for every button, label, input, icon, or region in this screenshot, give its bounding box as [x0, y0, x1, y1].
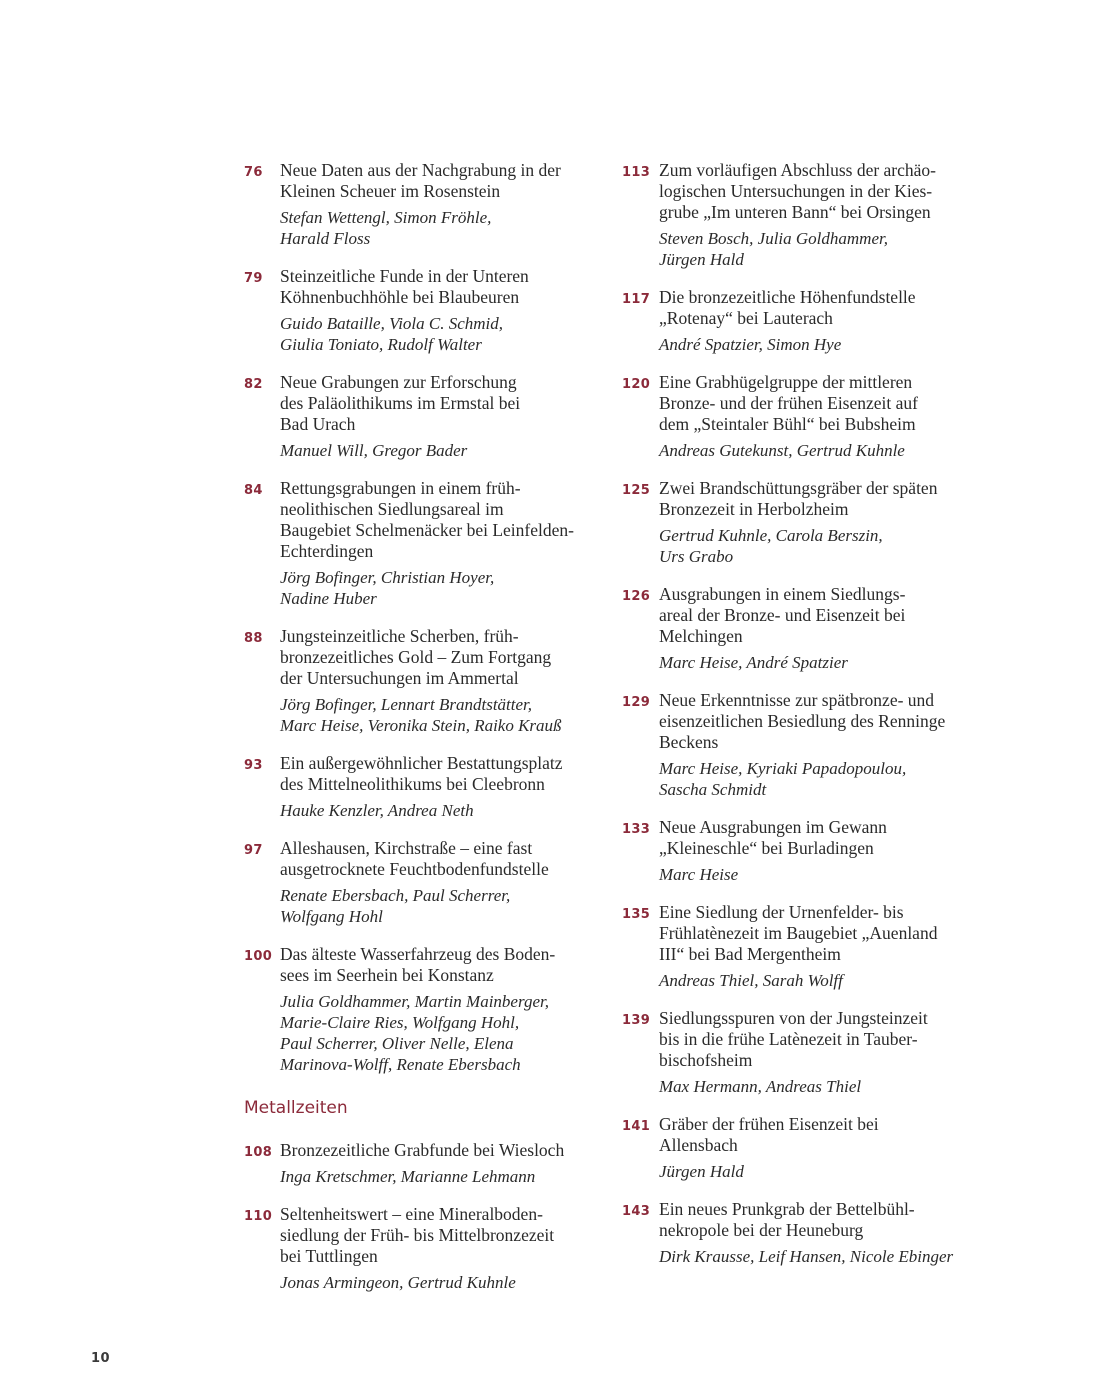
- toc-page-number: 135: [622, 907, 651, 922]
- toc-entry-body: [280, 372, 589, 461]
- toc-entry[interactable]: [244, 1204, 589, 1293]
- toc-entry[interactable]: [244, 838, 589, 927]
- toc-entry-title: Eine Grabhügelgruppe der mittleren Bronze- und der frühen Eisenzeit auf dem „Steintaler Bühl“ bei Bubsheim: [659, 372, 918, 434]
- toc-entry-authors: Inga Kretschmer, Marianne Lehmann: [280, 1167, 536, 1186]
- toc-page-number: 93: [244, 758, 263, 773]
- toc-page-number: 84: [244, 483, 263, 498]
- toc-page-number: 126: [622, 589, 651, 604]
- toc-entry[interactable]: [622, 902, 962, 991]
- toc-entry-authors: Marc Heise, André Spatzier: [659, 653, 848, 672]
- toc-entry-authors: Gertrud Kuhnle, Carola Berszin, Urs Grabo: [659, 526, 883, 566]
- toc-entry-title: Steinzeitliche Funde in der Unteren Köhnenbuchhöhle bei Blaubeuren: [280, 266, 529, 307]
- toc-entry-title: Zum vorläufigen Abschluss der archäo- logischen Untersuchungen in der Kies- grube „Im unteren Bann“ bei Orsingen: [659, 160, 937, 222]
- toc-entry-body: [659, 287, 962, 355]
- toc-entry-title: Neue Grabungen zur Erforschung des Paläolithikums im Ermstal bei Bad Urach: [280, 372, 521, 434]
- toc-entry[interactable]: [622, 478, 962, 567]
- toc-page-number: 143: [622, 1204, 651, 1219]
- toc-entry-title: Neue Daten aus der Nachgrabung in der Kleinen Scheuer im Rosenstein: [280, 160, 561, 201]
- toc-page-number: 97: [244, 843, 263, 858]
- toc-entry-body: [280, 753, 589, 821]
- toc-group-left-a: [244, 160, 589, 1075]
- toc-entry-body: [659, 1199, 962, 1267]
- toc-page-number: 113: [622, 165, 651, 180]
- toc-entry-title: Das älteste Wasserfahrzeug des Boden- sees im Seerhein bei Konstanz: [280, 944, 556, 985]
- toc-entry[interactable]: [622, 817, 962, 885]
- toc-entry-title: Rettungsgrabungen in einem früh- neolithischen Siedlungsareal im Baugebiet Schelmenäcker bei Leinfelden- Echterdingen: [280, 478, 574, 561]
- toc-entry-authors: Max Hermann, Andreas Thiel: [659, 1077, 862, 1096]
- toc-page-number: 110: [244, 1209, 273, 1224]
- toc-entry-title: Neue Erkenntnisse zur spätbronze- und eisenzeitlichen Besiedlung des Renninge Beckens: [659, 690, 946, 752]
- toc-entry-authors: Andreas Gutekunst, Gertrud Kuhnle: [659, 441, 905, 460]
- toc-entry-body: [280, 1204, 589, 1293]
- toc-entry[interactable]: [622, 1199, 962, 1267]
- toc-entry[interactable]: [622, 584, 962, 673]
- toc-entry-body: [659, 1008, 962, 1097]
- toc-entry-body: [659, 902, 962, 991]
- toc-entry[interactable]: [244, 626, 589, 736]
- section-heading-metallzeiten: Metallzeiten: [244, 1098, 348, 1118]
- toc-entry-authors: Renate Ebersbach, Paul Scherrer, Wolfgang Hohl: [280, 886, 511, 926]
- toc-entry-body: [280, 1140, 589, 1187]
- toc-entry-authors: Marc Heise: [659, 865, 739, 884]
- toc-entry-title: Die bronzezeitliche Höhenfundstelle „Rotenay“ bei Lauterach: [659, 287, 916, 328]
- toc-entry-body: [659, 478, 962, 567]
- toc-entry-title: Bronzezeitliche Grabfunde bei Wiesloch: [280, 1140, 565, 1160]
- toc-entry-authors: André Spatzier, Simon Hye: [659, 335, 842, 354]
- toc-entry[interactable]: [622, 160, 962, 270]
- toc-entry-authors: Manuel Will, Gregor Bader: [280, 441, 468, 460]
- toc-entry-title: Neue Ausgrabungen im Gewann „Kleineschle“ bei Burladingen: [659, 817, 887, 858]
- toc-entry-body: [659, 1114, 962, 1182]
- toc-entry-title: Ausgrabungen in einem Siedlungs- areal der Bronze- und Eisenzeit bei Melchingen: [659, 584, 906, 646]
- toc-entry[interactable]: [622, 287, 962, 355]
- toc-page-number: 141: [622, 1119, 651, 1134]
- toc-page-number: 133: [622, 822, 651, 837]
- toc-entry-authors: Julia Goldhammer, Martin Mainberger, Marie-Claire Ries, Wolfgang Hohl, Paul Scherrer, Oliver Nelle, Elena Marinova-Wolff, Renate Ebersbach: [280, 992, 549, 1074]
- toc-left-column: [244, 160, 589, 1310]
- toc-entry[interactable]: [622, 1114, 962, 1182]
- toc-entry[interactable]: [244, 266, 589, 355]
- toc-entry-authors: Jürgen Hald: [659, 1162, 744, 1181]
- toc-page-number: 82: [244, 377, 263, 392]
- toc-entry-authors: Jörg Bofinger, Christian Hoyer, Nadine Huber: [280, 568, 495, 608]
- toc-entry-body: [659, 690, 962, 800]
- toc-entry-title: Alleshausen, Kirchstraße – eine fast ausgetrocknete Feuchtbodenfundstelle: [280, 838, 549, 879]
- toc-entry-title: Siedlungsspuren von der Jungsteinzeit bis in die frühe Latènezeit in Tauber- bischofsheim: [659, 1008, 928, 1070]
- toc-group-left-b: [244, 1140, 589, 1293]
- toc-page-number: 139: [622, 1013, 651, 1028]
- toc-entry[interactable]: [622, 372, 962, 461]
- toc-page-number: 76: [244, 165, 263, 180]
- toc-right-column: [622, 160, 962, 1284]
- toc-entry-body: [280, 626, 589, 736]
- toc-entry-authors: Steven Bosch, Julia Goldhammer, Jürgen Hald: [659, 229, 888, 269]
- toc-page-number: 79: [244, 271, 263, 286]
- toc-entry-title: Jungsteinzeitliche Scherben, früh- bronzezeitliches Gold – Zum Fortgang der Untersuchungen im Ammertal: [280, 626, 552, 688]
- toc-entry-authors: Andreas Thiel, Sarah Wolff: [659, 971, 843, 990]
- toc-page-number: 120: [622, 377, 651, 392]
- toc-entry[interactable]: [244, 478, 589, 609]
- toc-page-number: 108: [244, 1145, 273, 1160]
- toc-entry-authors: Hauke Kenzler, Andrea Neth: [280, 801, 474, 820]
- toc-page-number: 88: [244, 631, 263, 646]
- toc-entry-authors: Dirk Krausse, Leif Hansen, Nicole Ebinger: [659, 1247, 954, 1266]
- toc-group-right: [622, 160, 962, 1267]
- toc-page-number: 117: [622, 292, 651, 307]
- toc-page-number: 125: [622, 483, 651, 498]
- toc-page-number: 100: [244, 949, 273, 964]
- toc-entry-title: Eine Siedlung der Urnenfelder- bis Frühlatènezeit im Baugebiet „Auenland III“ bei Bad Mergentheim: [659, 902, 938, 964]
- toc-page-number: 129: [622, 695, 651, 710]
- toc-entry-body: [280, 478, 589, 609]
- toc-entry-body: [280, 944, 589, 1075]
- toc-entry-title: Ein neues Prunkgrab der Bettelbühl- nekropole bei der Heuneburg: [659, 1199, 915, 1240]
- toc-entry-authors: Jörg Bofinger, Lennart Brandtstätter, Marc Heise, Veronika Stein, Raiko Krauß: [280, 695, 562, 735]
- toc-entry-body: [280, 838, 589, 927]
- toc-entry-authors: Jonas Armingeon, Gertrud Kuhnle: [280, 1273, 516, 1292]
- toc-entry-body: [280, 266, 589, 355]
- toc-entry-title: Seltenheitswert – eine Mineralboden- siedlung der Früh- bis Mittelbronzezeit bei Tuttlingen: [280, 1204, 555, 1266]
- toc-entry[interactable]: [622, 1008, 962, 1097]
- toc-entry[interactable]: [244, 372, 589, 461]
- toc-entry[interactable]: [244, 753, 589, 821]
- toc-entry[interactable]: [244, 944, 589, 1075]
- toc-entry[interactable]: [622, 690, 962, 800]
- toc-entry[interactable]: [244, 160, 589, 249]
- toc-entry-body: [659, 817, 962, 885]
- toc-entry-authors: Guido Bataille, Viola C. Schmid, Giulia Toniato, Rudolf Walter: [280, 314, 504, 354]
- toc-entry-title: Gräber der frühen Eisenzeit bei Allensbach: [659, 1114, 879, 1155]
- toc-entry[interactable]: [244, 1140, 589, 1187]
- toc-entry-authors: Marc Heise, Kyriaki Papadopoulou, Sascha Schmidt: [659, 759, 907, 799]
- toc-entry-body: [659, 160, 962, 270]
- toc-entry-body: [659, 372, 962, 461]
- toc-entry-authors: Stefan Wettengl, Simon Fröhle, Harald Floss: [280, 208, 492, 248]
- toc-entry-title: Zwei Brandschüttungsgräber der späten Bronzezeit in Herbolzheim: [659, 478, 938, 519]
- toc-entry-body: [280, 160, 589, 249]
- toc-entry-title: Ein außergewöhnlicher Bestattungsplatz des Mittelneolithikums bei Cleebronn: [280, 753, 563, 794]
- toc-entry-body: [659, 584, 962, 673]
- page-number: 10: [91, 1351, 111, 1366]
